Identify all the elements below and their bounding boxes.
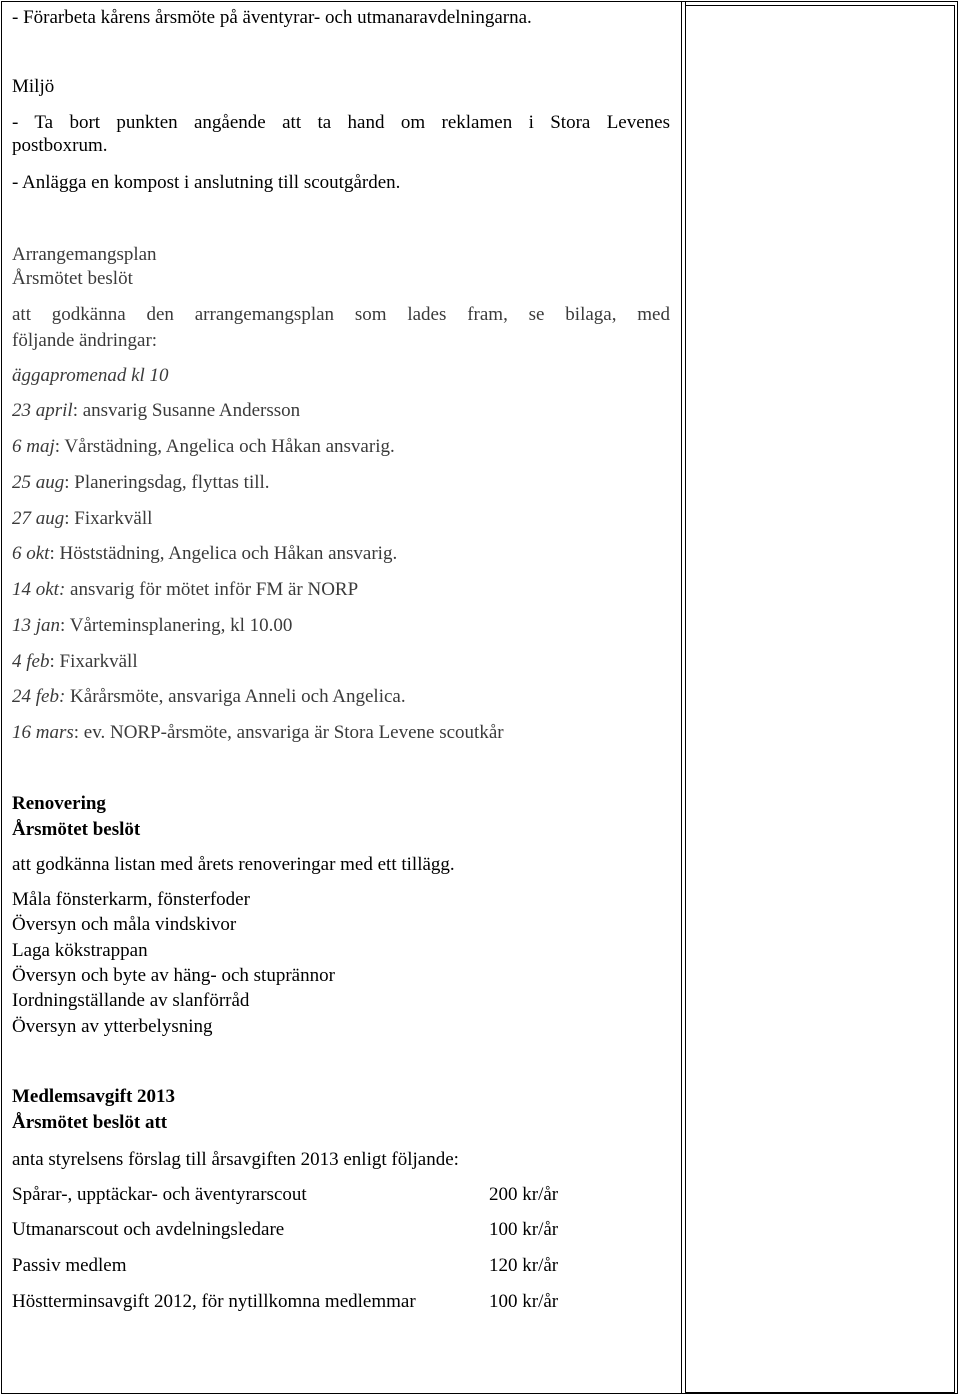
plan-item (12, 543, 397, 565)
renovering-decision: Årsmötet beslöt (12, 819, 141, 840)
miljo-item-1: - Ta bort punkten angående att ta hand om reklamen i Stora Levenes (12, 112, 670, 133)
renovering-item: Översyn och byte av häng- och stuprännor (12, 965, 335, 986)
plan-text: : Höststädning, Angelica och Håkan ansvarig. (49, 543, 398, 564)
medlemsavgift-text: anta styrelsens förslag till årsavgiften 2013 enligt följande: (12, 1149, 459, 1170)
plan-item (12, 615, 292, 637)
renovering-item: Översyn av ytterbelysning (12, 1016, 213, 1037)
plan-date: 6 okt (12, 543, 50, 564)
plan-date: 4 feb (12, 651, 50, 672)
plan-item (12, 436, 395, 458)
plan-text: : Planeringsdag, flyttas till. (64, 472, 270, 493)
miljo-item-1-cont: postboxrum. (12, 135, 108, 156)
plan-item (12, 400, 300, 422)
renovering-text: att godkänna listan med årets renoveringar med ett tillägg. (12, 854, 455, 875)
fee-amount: 200 kr/år (489, 1184, 559, 1205)
miljo-item-2: - Anlägga en kompost i anslutning till scoutgården. (12, 172, 401, 193)
plan-text: Kårårsmöte, ansvariga Anneli och Angelica. (65, 686, 406, 707)
plan-date: 27 aug (12, 508, 65, 529)
fee-label: Passiv medlem (12, 1255, 127, 1276)
plan-date: 24 feb: (12, 686, 66, 707)
right-cell-border-bottom (685, 1392, 955, 1393)
arrangemang-text: att godkänna den arrangemangsplan som lades fram, se bilaga, med (12, 304, 670, 325)
renovering-item: Måla fönsterkarm, fönsterfoder (12, 889, 250, 910)
fee-amount: 120 kr/år (489, 1255, 559, 1276)
fee-amount: 100 kr/år (489, 1291, 559, 1312)
plan-text: : ev. NORP-årsmöte, ansvariga är Stora Levene scoutkår (73, 722, 504, 743)
plan-date: 14 okt: (12, 579, 66, 600)
plan-date: 25 aug (12, 472, 65, 493)
medlemsavgift-decision: Årsmötet beslöt att (12, 1112, 168, 1133)
plan-text: : Vårstädning, Angelica och Håkan ansvarig. (54, 436, 395, 457)
plan-date: 6 maj (12, 436, 55, 457)
arrangemang-decision: Årsmötet beslöt (12, 268, 133, 289)
right-cell-border-top (685, 5, 955, 6)
plan-item (12, 579, 358, 601)
fee-label: Spårar-, upptäckar- och äventyrarscout (12, 1184, 307, 1205)
plan-text: : Vårteminsplanering, kl 10.00 (60, 615, 293, 636)
renovering-item: Översyn och måla vindskivor (12, 914, 237, 935)
plan-item (12, 472, 270, 494)
plan-date: 16 mars (12, 722, 74, 743)
arrangemang-text-cont: följande ändringar: (12, 330, 158, 351)
right-cell-border-left (685, 2, 686, 1393)
renovering-item: Iordningställande av slanförråd (12, 990, 250, 1011)
top-line: - Förarbeta kårens årsmöte på äventyrar- och utmanaravdelningarna. (12, 7, 532, 28)
plan-text: : Fixarkväll (49, 651, 138, 672)
plan-text: : ansvarig Susanne Andersson (72, 400, 301, 421)
plan-text: : Fixarkväll (64, 508, 153, 529)
fee-amount: 100 kr/år (489, 1219, 559, 1240)
medlemsavgift-heading: Medlemsavgift 2013 (12, 1086, 176, 1107)
right-cell-border-right (954, 5, 955, 1393)
plan-item (12, 365, 169, 387)
plan-item (12, 722, 504, 744)
plan-item (12, 651, 138, 673)
plan-date: 23 april (12, 400, 73, 421)
fee-label: Utmanarscout och avdelningsledare (12, 1219, 285, 1240)
miljo-heading: Miljö (12, 76, 55, 97)
renovering-heading: Renovering (12, 793, 106, 814)
renovering-item: Laga kökstrappan (12, 940, 148, 961)
plan-item (12, 508, 152, 530)
plan-text: ansvarig för mötet inför FM är NORP (65, 579, 359, 600)
column-divider (681, 2, 682, 1393)
fee-label: Höstterminsavgift 2012, för nytillkomna medlemmar (12, 1291, 416, 1312)
plan-item (12, 686, 406, 708)
arrangemang-heading: Arrangemangsplan (12, 244, 157, 265)
plan-date: 13 jan (12, 615, 61, 636)
plan-date: äggapromenad kl 10 (12, 365, 169, 386)
